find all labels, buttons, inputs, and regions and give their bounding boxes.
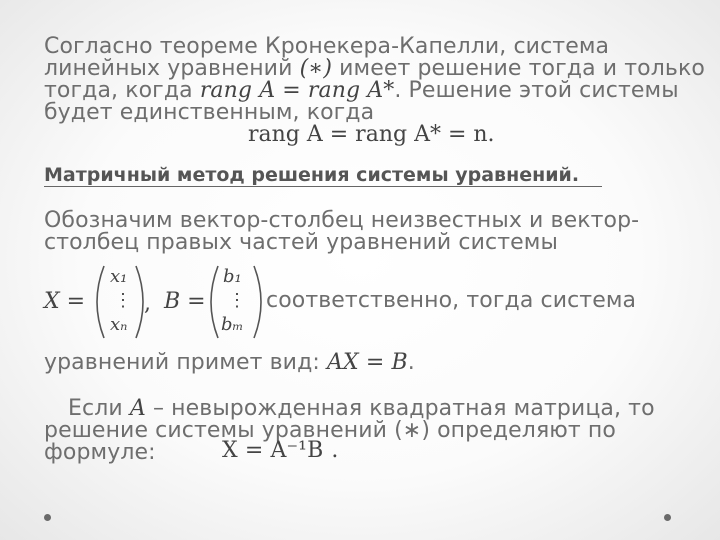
heading-underline xyxy=(44,186,602,187)
system-star-ref: (∗) xyxy=(299,56,332,81)
para1-line3-post: . Решение этой системы xyxy=(394,78,679,103)
x-right-paren xyxy=(136,266,143,338)
corner-dot-right xyxy=(664,514,671,521)
b-entry-m: bₘ xyxy=(221,314,244,335)
para2-final-line xyxy=(44,352,415,374)
uniqueness-formula: rang A = rang A* = n. xyxy=(248,122,495,147)
para1-line2-post: имеет решение тогда и только xyxy=(332,56,705,81)
x-entry-dots: ⋮ xyxy=(114,290,132,311)
vector-definitions xyxy=(40,262,280,342)
para1-line3 xyxy=(44,80,679,102)
para3-line1 xyxy=(68,398,655,420)
inverse-formula-end: . xyxy=(331,438,339,463)
para1-line4: будет единственным, когда xyxy=(44,100,375,125)
para3-line1-pre: Если xyxy=(68,396,130,421)
para2-line2: столбец правых частей уравнений системы xyxy=(44,230,558,255)
para3-line3: формуле: xyxy=(44,440,156,465)
x-left-paren xyxy=(97,266,104,338)
inverse-formula-expr: X = A⁻¹B xyxy=(222,438,324,463)
b-left-paren xyxy=(211,266,218,338)
b-entry-1: b₁ xyxy=(223,266,242,287)
para2-final-pre: уравнений примет вид: xyxy=(44,350,327,375)
rank-condition: rang A = rang A* xyxy=(199,78,395,103)
para3-line2: решение системы уравнений (∗) определяют по xyxy=(44,418,616,443)
para1-line2-pre: линейных уравнений xyxy=(44,56,300,81)
x-entry-n: xₙ xyxy=(110,314,128,335)
para2-line1: Обозначим вектор-столбец неизвестных и вектор- xyxy=(44,208,640,233)
section-heading: Матричный метод решения системы уравнений. xyxy=(44,164,580,186)
para1-line3-pre: тогда, когда xyxy=(44,78,200,103)
matrix-equation: AX = B xyxy=(327,350,408,375)
corner-dot-left xyxy=(44,514,51,521)
para1-line1: Согласно теореме Кронекера-Капелли, система xyxy=(44,34,610,59)
b-entry-dots: ⋮ xyxy=(228,290,246,311)
matrix-a-symbol: A xyxy=(129,396,146,421)
para3-line1-post: – невырожденная квадратная матрица, то xyxy=(145,396,655,421)
para2-final-end: . xyxy=(407,350,415,375)
b-label: B = xyxy=(164,289,206,314)
inverse-formula xyxy=(222,440,338,462)
para1-line2 xyxy=(44,58,705,80)
b-right-paren xyxy=(254,266,261,338)
comma-sep: , xyxy=(144,291,151,316)
x-label: X = xyxy=(44,289,86,314)
x-entry-1: x₁ xyxy=(110,266,128,287)
after-matrix-text: соответственно, тогда система xyxy=(266,288,637,313)
